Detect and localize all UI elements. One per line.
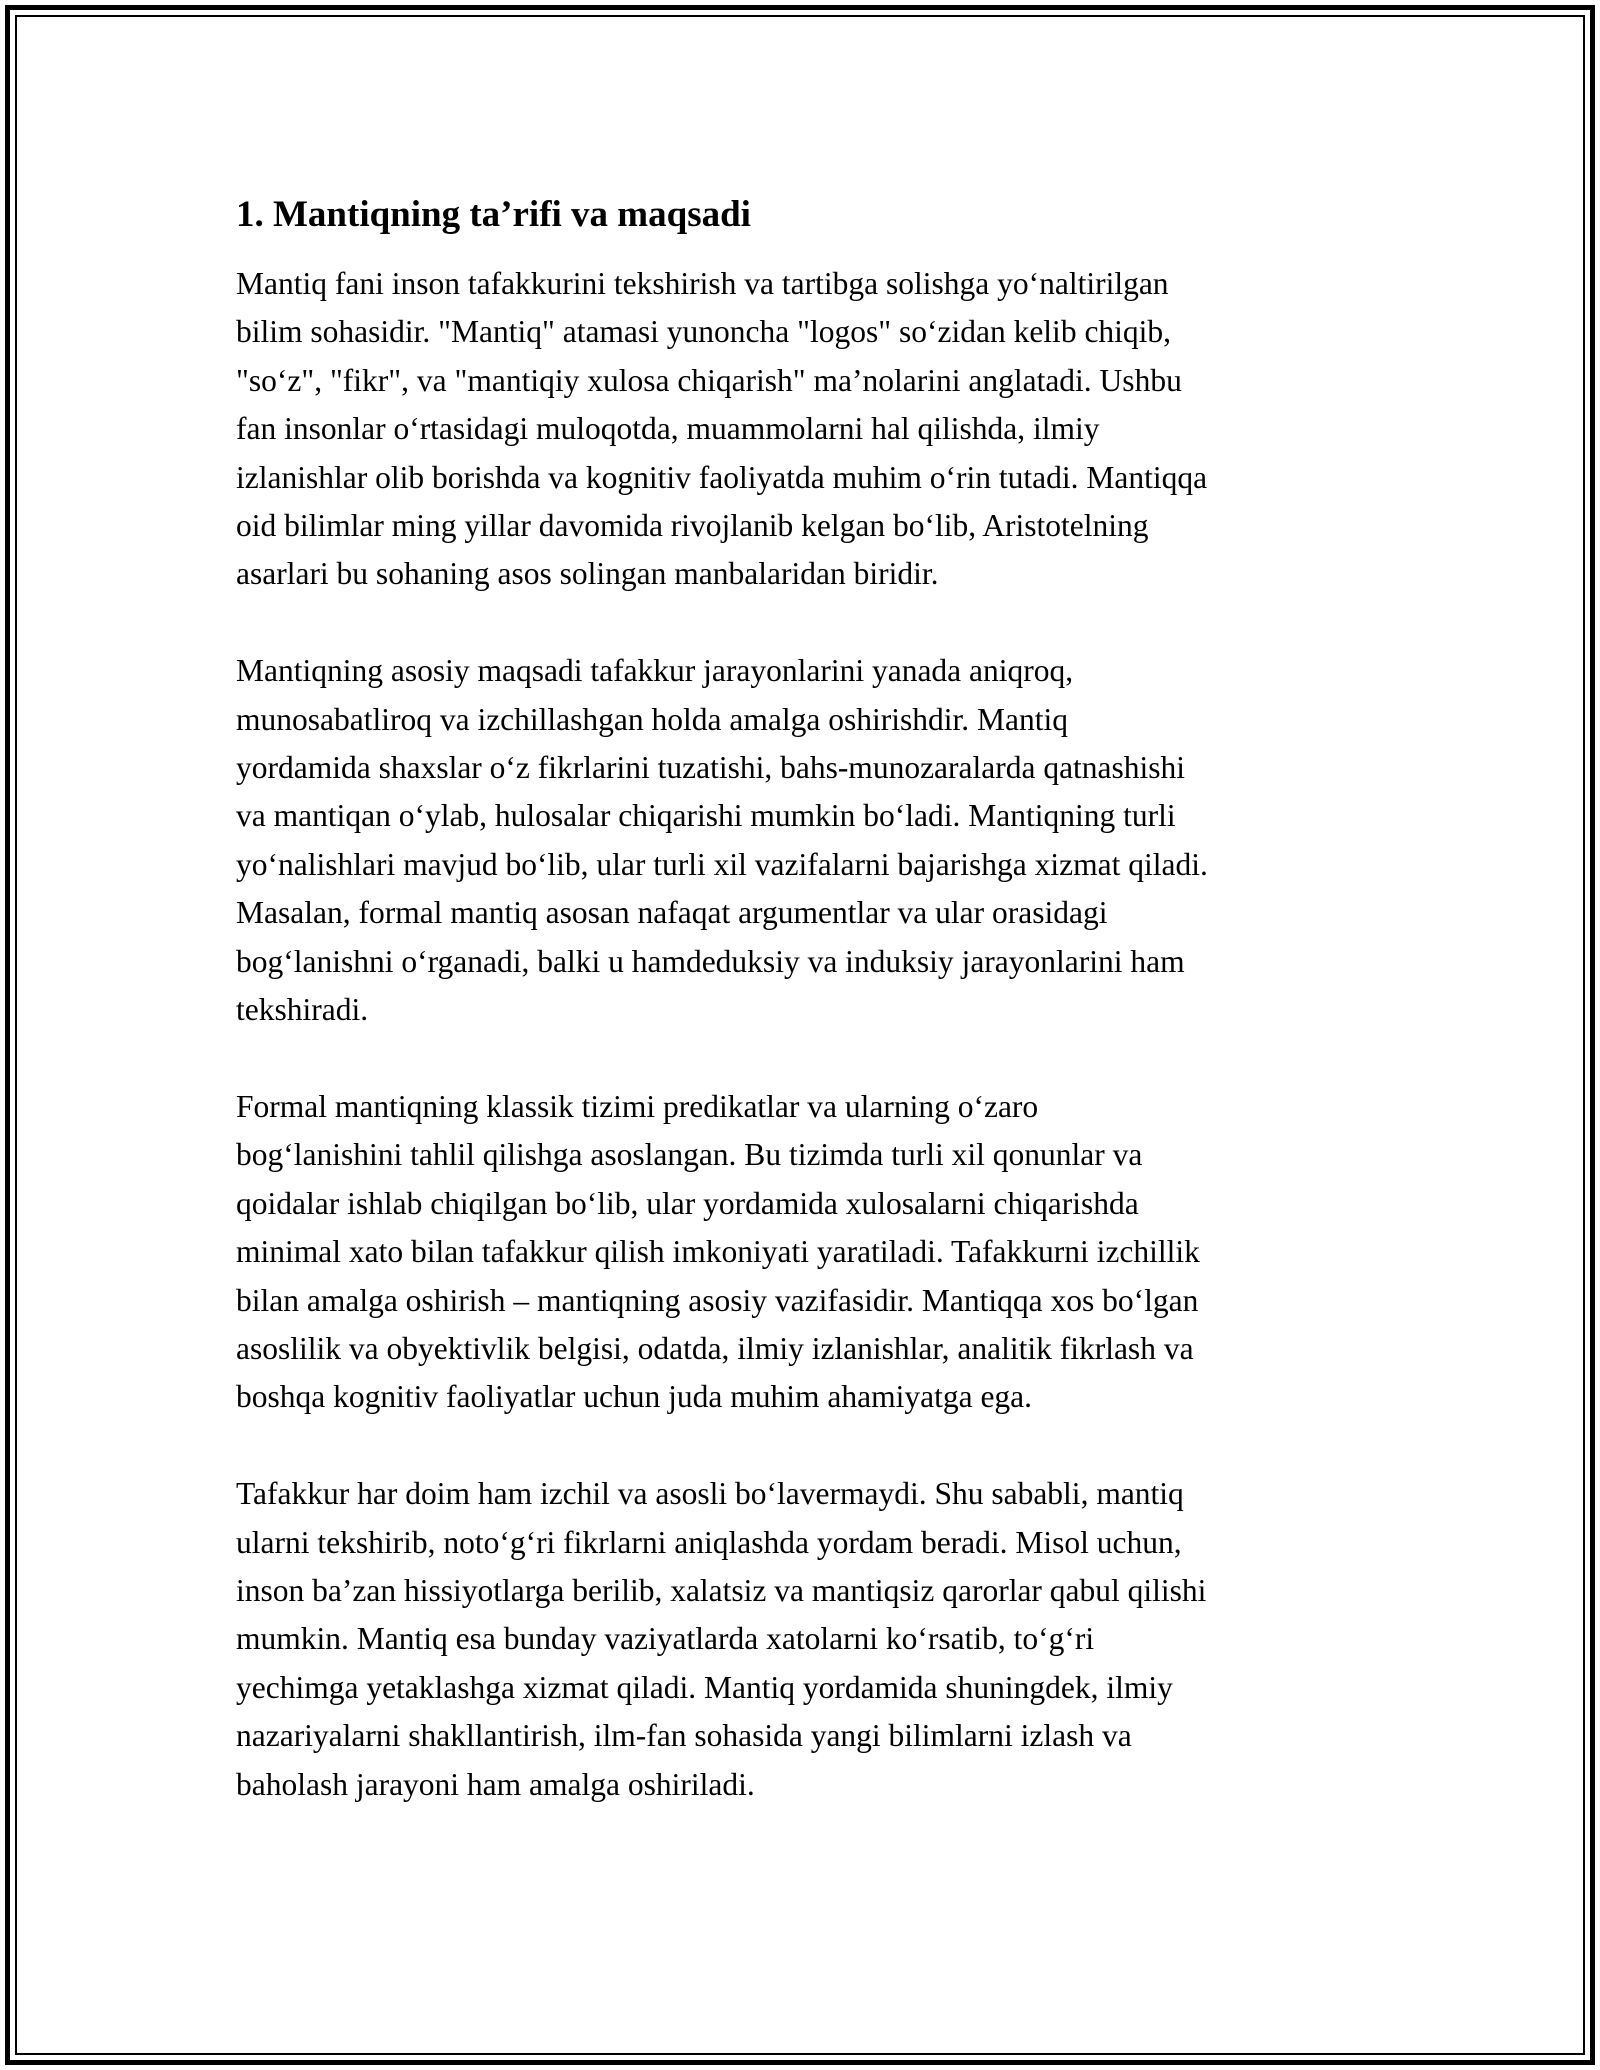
paragraph-4: Tafakkur har doim ham izchil va asosli bo‘lavermaydi. Shu sababli, mantiq ularni tekshirib, noto‘g‘ri fikrlarni aniqlashda yordam beradi. Misol uchun, inson ba’zan hissiyotlarga berilib, xalatsiz va mantiqsiz qarorlar qabul qilishi mumkin. Mantiq esa bunday vaziyatlarda xatolarni ko‘rsatib, to‘g‘ri yechimga yetaklashga xizmat qiladi. Mantiq yordamida shuningdek, ilmiy nazariyalarni shakllantirish, ilm-fan sohasida yangi bilimlarni izlash va baholash jarayoni ham amalga oshiriladi. [236, 1476, 1207, 1802]
document-body [236, 190, 1376, 1857]
paragraph-3: Formal mantiqning klassik tizimi predikatlar va ularning o‘zaro bog‘lanishini tahlil qilishga asoslangan. Bu tizimda turli xil qonunlar va qoidalar ishlab chiqilgan bo‘lib, ular yordamida xulosalarni chiqarishda minimal xato bilan tafakkur qilish imkoniyati yaratiladi. Tafakkurni izchillik bilan amalga oshirish – mantiqning asosiy vazifasidir. Mantiqqa xos bo‘lgan asoslilik va obyektivlik belgisi, odatda, ilmiy izlanishlar, analitik fikrlash va boshqa kognitiv faoliyatlar uchun juda muhim ahamiyatga ega. [236, 1088, 1200, 1415]
paragraph-2: Mantiqning asosiy maqsadi tafakkur jarayonlarini yanada aniqroq, munosabatliroq va izchillashgan holda amalga oshirishdir. Mantiq yordamida shaxslar o‘z fikrlarini tuzatishi, bahs-munozaralarda qatnashishi va mantiqan o‘ylab, hulosalar chiqarishi mumkin bo‘ladi. Mantiqning turli yo‘nalishlari mavjud bo‘lib, ular turli xil vazifalarni bajarishga xizmat qiladi. Masalan, formal mantiq asosan nafaqat argumentlar va ular orasidagi bog‘lanishni o‘rganadi, balki u hamdeduksiy va induksiy jarayonlarini ham tekshiradi. [236, 653, 1208, 1028]
paragraph-1: Mantiq fani inson tafakkurini tekshirish va tartibga solishga yo‘naltirilgan bilim sohasidir. "Mantiq" atamasi yunoncha "logos" so‘zidan kelib chiqib, "so‘z", "fikr", va "mantiqiy xulosa chiqarish" ma’nolarini anglatadi. Ushbu fan insonlar o‘rtasidagi muloqotda, muammolarni hal qilishda, ilmiy izlanishlar olib borishda va kognitiv faoliyatda muhim o‘rin tutadi. Mantiqqa oid bilimlar ming yillar davomida rivojlanib kelgan bo‘lib, Aristotelning asarlari bu sohaning asos solingan manbalaridan biridir. [236, 266, 1208, 592]
section-heading: 1. Mantiqning ta’rifi va maqsadi [236, 194, 751, 235]
